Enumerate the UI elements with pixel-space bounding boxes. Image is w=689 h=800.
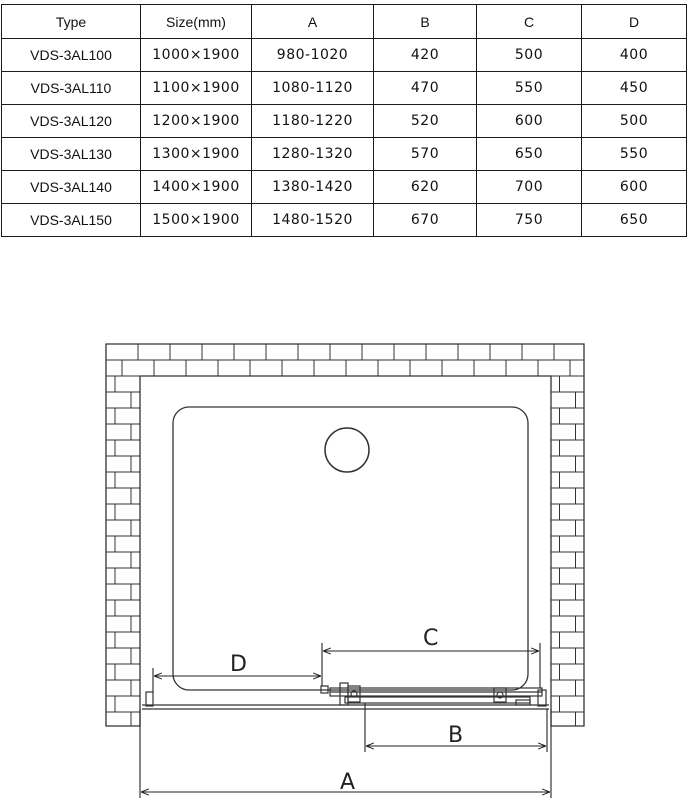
cell-c: 600 (477, 105, 582, 138)
cell-b: 670 (374, 204, 477, 237)
cell-size: 1000×1900 (141, 39, 252, 72)
dim-label-a: A (340, 770, 356, 795)
cell-a: 1080-1120 (252, 72, 374, 105)
cell-type: VDS-3AL150 (2, 204, 141, 237)
cell-b: 620 (374, 171, 477, 204)
brick-courses (106, 344, 584, 726)
cell-d: 550 (582, 138, 687, 171)
cell-a: 1480-1520 (252, 204, 374, 237)
cell-c: 650 (477, 138, 582, 171)
header-size: Size(mm) (141, 5, 252, 39)
cell-b: 570 (374, 138, 477, 171)
header-type: Type (2, 5, 141, 39)
cell-type: VDS-3AL120 (2, 105, 141, 138)
cell-c: 750 (477, 204, 582, 237)
cell-d: 400 (582, 39, 687, 72)
cell-size: 1300×1900 (141, 138, 252, 171)
cell-size: 1500×1900 (141, 204, 252, 237)
cell-type: VDS-3AL130 (2, 138, 141, 171)
cell-a: 1380-1420 (252, 171, 374, 204)
cell-size: 1200×1900 (141, 105, 252, 138)
header-b: B (374, 5, 477, 39)
cell-size: 1400×1900 (141, 171, 252, 204)
dim-label-d: D (230, 652, 247, 677)
shower-tray (173, 407, 528, 690)
sliding-door-rail (142, 683, 549, 709)
header-a: A (252, 5, 374, 39)
cell-d: 600 (582, 171, 687, 204)
cell-d: 650 (582, 204, 687, 237)
cell-c: 550 (477, 72, 582, 105)
header-c: C (477, 5, 582, 39)
dim-label-c: C (423, 626, 439, 651)
cell-type: VDS-3AL140 (2, 171, 141, 204)
cell-c: 700 (477, 171, 582, 204)
cell-a: 1180-1220 (252, 105, 374, 138)
cell-b: 420 (374, 39, 477, 72)
cell-a: 1280-1320 (252, 138, 374, 171)
cell-type: VDS-3AL110 (2, 72, 141, 105)
cell-b: 520 (374, 105, 477, 138)
dim-label-b: B (448, 723, 464, 748)
cell-type: VDS-3AL100 (2, 39, 141, 72)
cell-d: 500 (582, 105, 687, 138)
drain-circle (325, 428, 369, 472)
header-d: D (582, 5, 687, 39)
cell-size: 1100×1900 (141, 72, 252, 105)
brick-wall (106, 344, 584, 726)
cell-b: 470 (374, 72, 477, 105)
cell-a: 980-1020 (252, 39, 374, 72)
cell-c: 500 (477, 39, 582, 72)
cell-d: 450 (582, 72, 687, 105)
wall-outline (106, 344, 584, 726)
